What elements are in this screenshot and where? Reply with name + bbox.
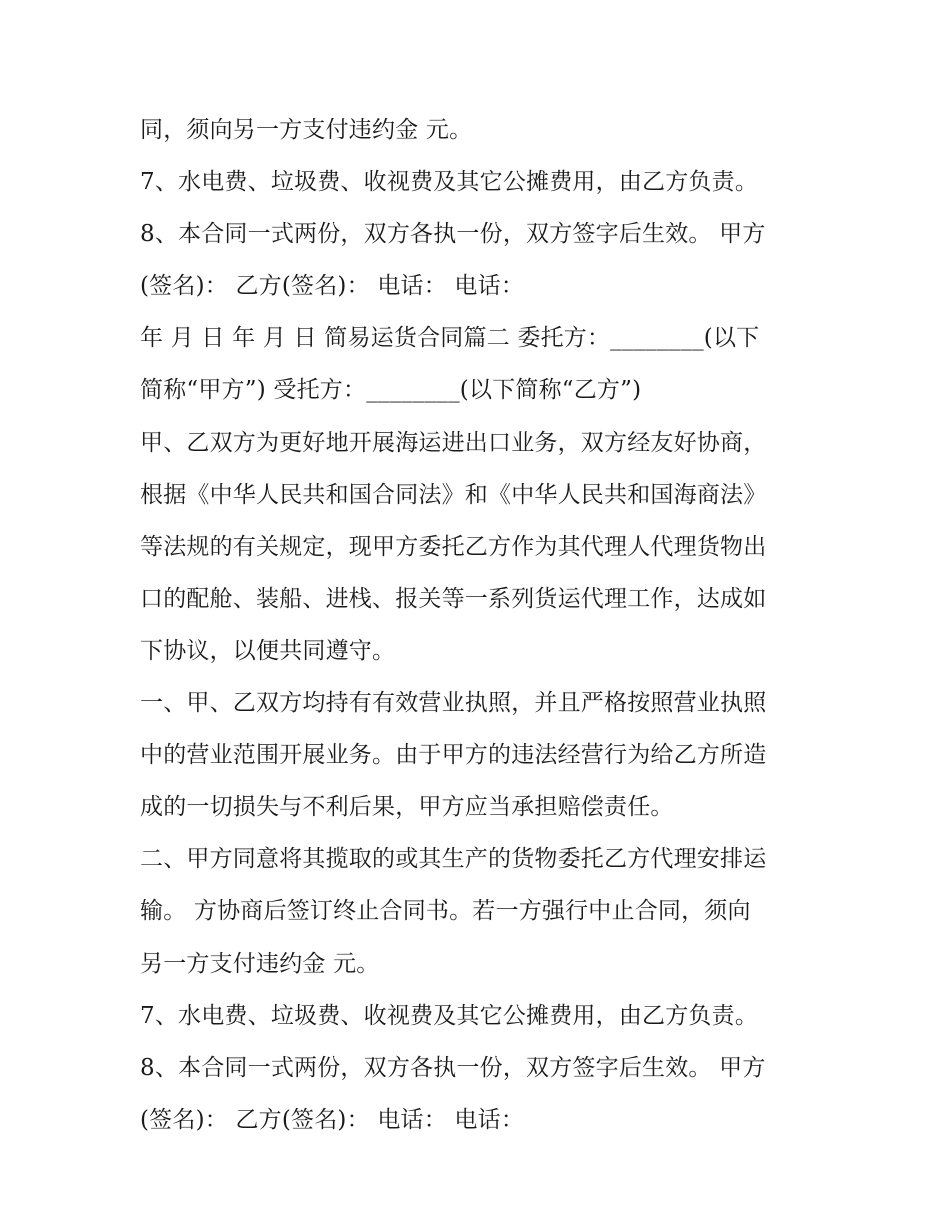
text-line: 输。 方协商后签订终止合同书。若一方强行中止合同，须向 xyxy=(140,898,751,925)
text-line: 口的配舱、装船、进栈、报关等一系列货运代理工作，达成如 xyxy=(140,585,767,612)
document-body xyxy=(140,104,830,1146)
text-line: 简称“甲方”) 受托方：________(以下简称“乙方”) xyxy=(140,377,642,404)
text-line: (签名)： 乙方(签名)： 电话： 电话： xyxy=(140,273,525,300)
text-line: 8、本合同一式两份，双方各执一份，双方签字后生效。 甲方 xyxy=(140,1054,766,1081)
text-line: 二、甲方同意将其揽取的或其生产的货物委托乙方代理安排运 xyxy=(140,846,767,873)
text-line: (签名)： 乙方(签名)： 电话： 电话： xyxy=(140,1106,525,1133)
text-line: 年 月 日 年 月 日 简易运货合同篇二 委托方：________(以下 xyxy=(140,325,760,352)
text-line: 一、甲、乙双方均持有有效营业执照，并且严格按照营业执照 xyxy=(140,690,767,717)
text-line: 甲、乙双方为更好地开展海运进出口业务，双方经友好协商， xyxy=(140,429,767,456)
text-line: 7、水电费、垃圾费、收视费及其它公摊费用，由乙方负责。 xyxy=(140,1002,759,1029)
text-line: 同，须向另一方支付违约金 元。 xyxy=(140,117,473,143)
text-line: 等法规的有关规定，现甲方委托乙方作为其代理人代理货物出 xyxy=(140,533,767,560)
text-line: 8、本合同一式两份，双方各执一份，双方签字后生效。 甲方 xyxy=(140,221,766,248)
text-line: 中的营业范围开展业务。由于甲方的违法经营行为给乙方所造 xyxy=(140,742,767,769)
text-line: 下协议，以便共同遵守。 xyxy=(140,637,396,664)
text-line: 根据《中华人民共和国合同法》和《中华人民共和国海商法》 xyxy=(140,481,767,508)
text-line: 成的一切损失与不利后果，甲方应当承担赔偿责任。 xyxy=(140,794,674,821)
text-line: 另一方支付违约金 元。 xyxy=(140,950,380,977)
text-line: 7、水电费、垃圾费、收视费及其它公摊费用，由乙方负责。 xyxy=(140,169,759,196)
